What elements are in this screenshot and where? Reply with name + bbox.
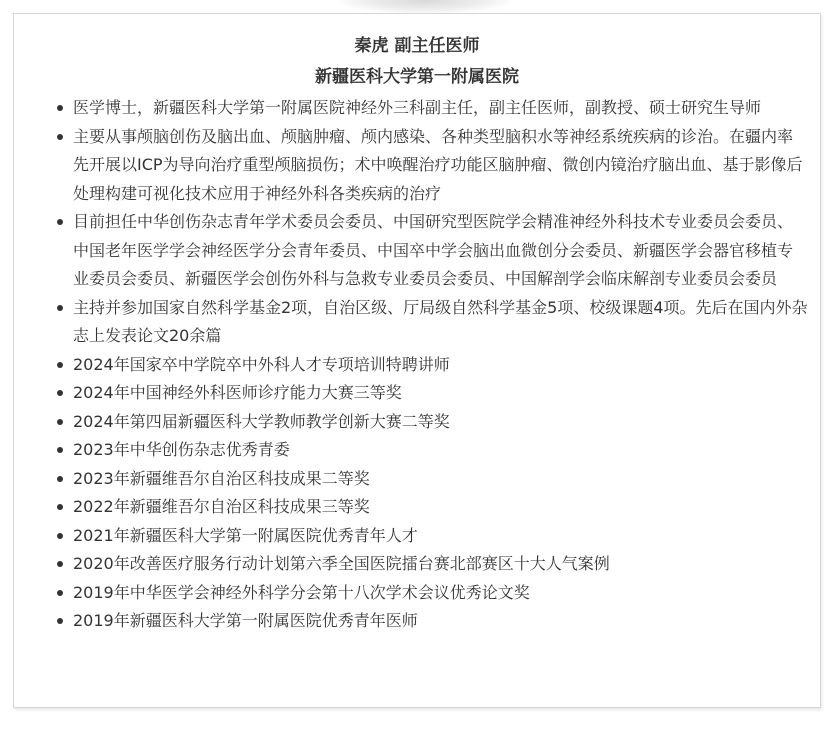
list-item-award: 2019年中华医学会神经外科学分会第十八次学术会议优秀论文奖	[73, 579, 808, 608]
profile-list	[73, 94, 808, 636]
list-item-award: 2020年改善医疗服务行动计划第六季全国医院擂台赛北部赛区十大人气案例	[73, 550, 808, 579]
list-item-award: 2023年新疆维吾尔自治区科技成果二等奖	[73, 465, 808, 494]
list-item-specialty: 主要从事颅脑创伤及脑出血、颅脑肿瘤、颅内感染、各种类型脑积水等神经系统疾病的诊治。在疆内率先开展以ICP为导向治疗重型颅脑损伤；术中唤醒治疗功能区脑肿瘤、微创内镜治疗脑出血、基于影像后处理构建可视化技术应用于神经外科各类疾病的治疗	[73, 123, 808, 209]
list-item-award: 2022年新疆维吾尔自治区科技成果三等奖	[73, 493, 808, 522]
list-item-award: 2019年新疆医科大学第一附属医院优秀青年医师	[73, 607, 808, 636]
list-item-award: 2021年新疆医科大学第一附属医院优秀青年人才	[73, 522, 808, 551]
list-item-award: 2024年中国神经外科医师诊疗能力大赛三等奖	[73, 379, 808, 408]
list-item-degree: 医学博士，新疆医科大学第一附属医院神经外三科副主任，副主任医师，副教授、硕士研究生导师	[73, 94, 808, 123]
list-item-research: 主持并参加国家自然科学基金2项，自治区级、厅局级自然科学基金5项、校级课题4项。先后在国内外杂志上发表论文20余篇	[73, 294, 808, 351]
top-shadow-decoration	[340, 0, 510, 14]
doctor-name-title: 秦虎 副主任医师	[354, 36, 480, 56]
hospital-name: 新疆医科大学第一附属医院	[315, 67, 519, 87]
list-item-award: 2024年国家卒中学院卒中外科人才专项培训特聘讲师	[73, 351, 808, 380]
list-item-award: 2024年第四届新疆医科大学教师教学创新大赛二等奖	[73, 408, 808, 437]
list-item-positions: 目前担任中华创伤杂志青年学术委员会委员、中国研究型医院学会精准神经外科技术专业委员会委员、中国老年医学学会神经医学分会青年委员、中国卒中学会脑出血微创分会委员、新疆医学会器官移植专业委员会委员、新疆医学会创伤外科与急救专业委员会委员、中国解剖学会临床解剖专业委员会委员	[73, 208, 808, 294]
list-item-award: 2023年中华创伤杂志优秀青委	[73, 436, 808, 465]
doctor-profile-card	[13, 13, 821, 708]
